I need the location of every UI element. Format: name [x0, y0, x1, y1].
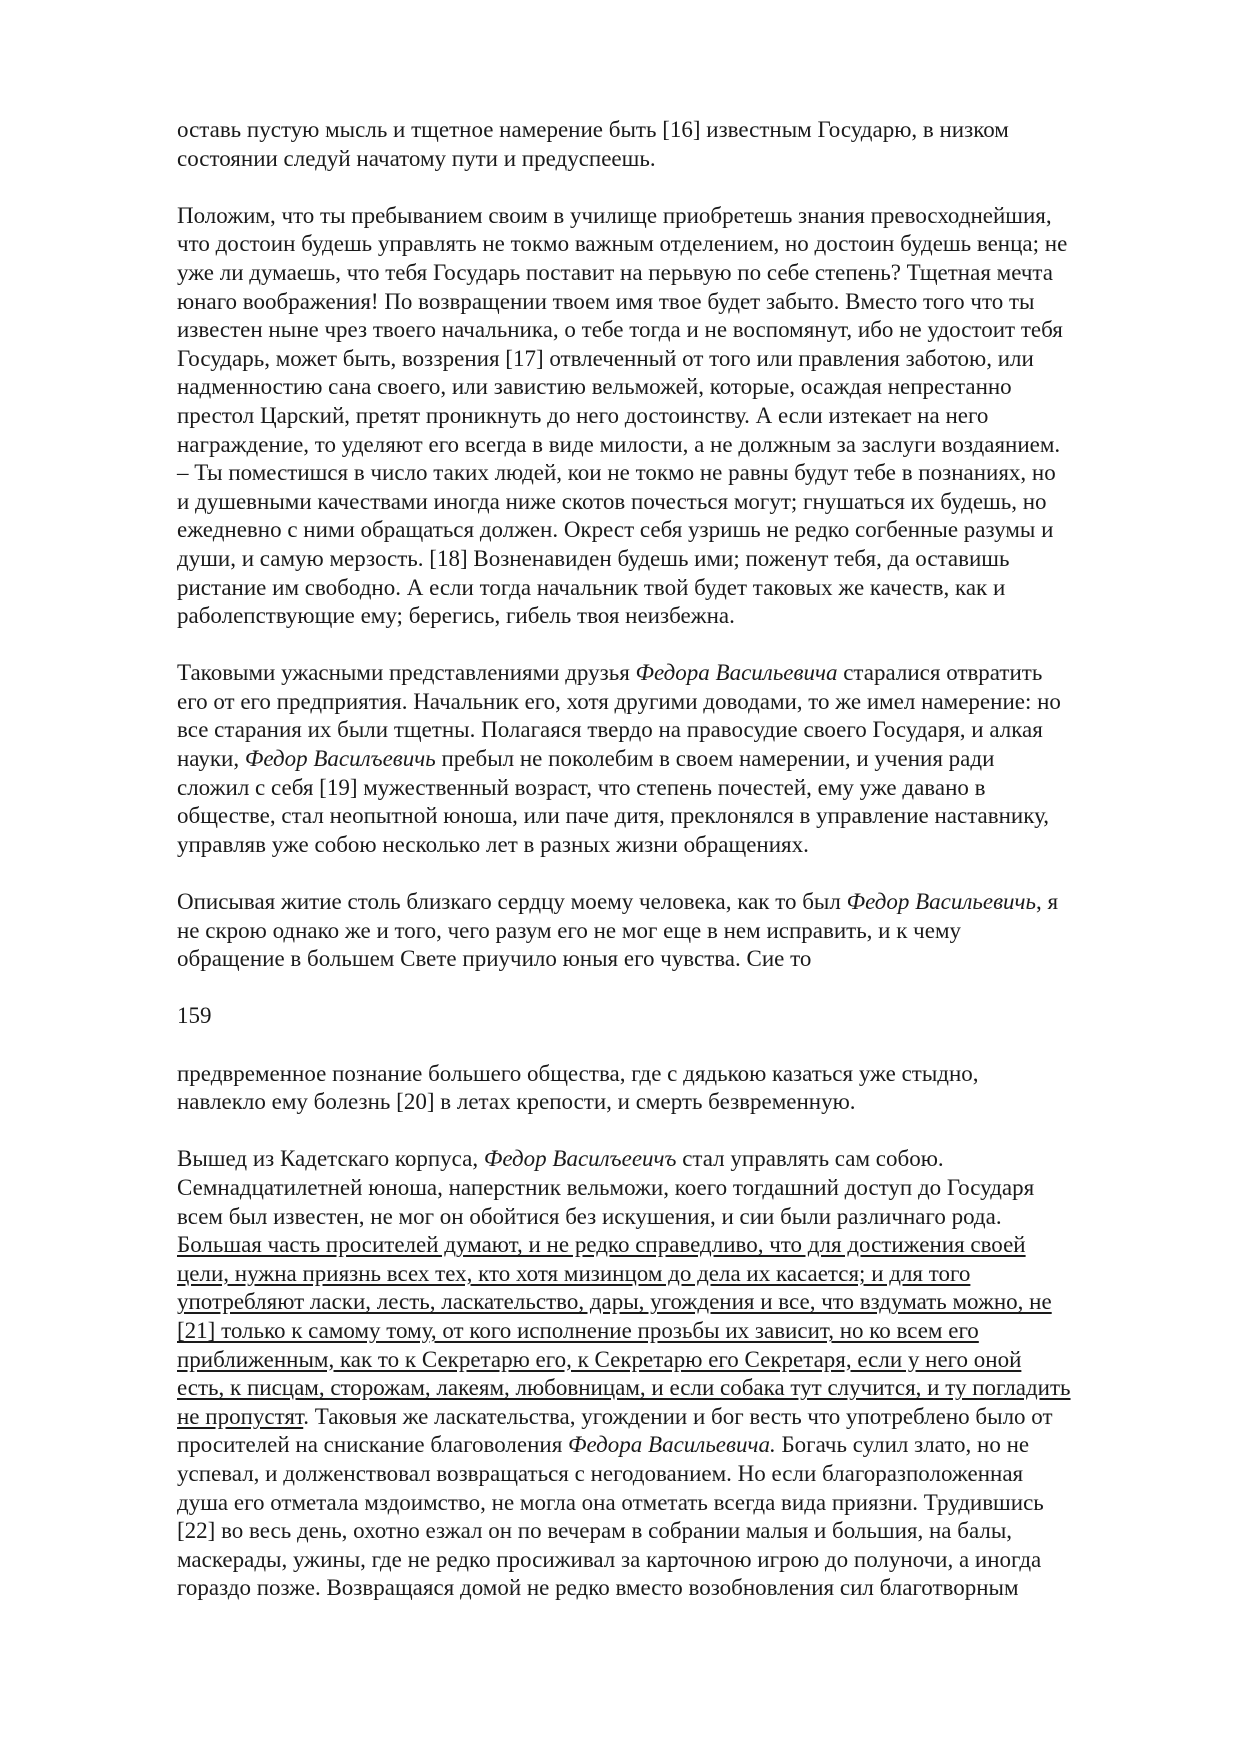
underlined-text: [21] только к самому тому, от кого исполнение прозьбы их зависит, но ко всем его	[177, 1317, 979, 1343]
text-line	[177, 1231, 1157, 1260]
text-line	[177, 745, 1157, 774]
text-line	[177, 602, 1157, 631]
text-run: Положим, что ты пребыванием своим в училище приобретешь знания превосходнейшия,	[177, 202, 1052, 228]
page-number: 159	[177, 1003, 212, 1029]
underlined-text: есть, к писцам, сторожам, лакеям, любовницам, и если собака тут случится, и ту погладить	[177, 1375, 1071, 1401]
text-run: пребыл не поколебим в своем намерении, и учения ради	[435, 746, 995, 772]
text-line	[177, 202, 1157, 231]
text-line	[177, 1088, 1157, 1117]
text-run: стал управлять сам собою.	[676, 1146, 944, 1172]
text-run: награждение, то уделяют его всегда в виде милости, а не должным за заслуги воздаянием.	[177, 431, 1061, 457]
text-run: известен ныне чрез твоего начальника, о тебе тогда и не воспомянут, ибо не удостоит тебя	[177, 317, 1063, 343]
text-run: ристание им свободно. А если тогда начальник твой будет таковых же качеств, как и	[177, 574, 1006, 600]
document-page	[177, 116, 1157, 1631]
underlined-text: употребляют ласки, лесть, ласкательство, дары, угождения и все, что вздумать можно, не	[177, 1289, 1052, 1315]
text-line	[177, 1317, 1157, 1346]
text-run: , я	[1036, 889, 1059, 915]
italic-name: Федор Васильевичь	[846, 889, 1036, 915]
text-run: уже ли думаешь, что тебя Государь поставит на перьвую по себе степень? Тщетная мечта	[177, 259, 1053, 285]
text-line	[177, 1574, 1157, 1603]
text-run: Государь, может быть, воззрения [17] отвлеченный от того или правления заботою, или	[177, 345, 1034, 371]
text-run: надменностию сана своего, или завистию вельможей, которые, осаждая непрестанно	[177, 374, 1012, 400]
text-run: не скрою однако же и того, чего разум его не мог еще в нем исправить, и к чему	[177, 917, 961, 943]
text-line	[177, 1145, 1157, 1174]
text-run: просителей на снискание благоволения	[177, 1432, 569, 1458]
underlined-text: не пропустят	[177, 1403, 304, 1429]
text-line	[177, 230, 1157, 259]
text-line	[177, 145, 1157, 174]
text-run: всем был известен, не мог он обойтися без искушения, и сии были различнаго рода.	[177, 1203, 1002, 1229]
text-run: сложил с себя [19] мужественный возраст, что степень почестей, ему уже давано в	[177, 774, 986, 800]
text-line	[177, 1060, 1157, 1089]
text-line	[177, 1203, 1157, 1232]
italic-name: Федора Васильевича.	[568, 1432, 776, 1458]
text-run: и душевными качествами иногда ниже скотов почесться могут; гнушаться их будешь, но	[177, 488, 1047, 514]
text-line	[177, 688, 1157, 717]
paragraph	[177, 116, 1157, 173]
text-run: гораздо позже. Возвращаяся домой не редко вместо возобновления сил благотворным	[177, 1575, 1019, 1601]
text-line	[177, 316, 1157, 345]
text-run: управляв уже собою несколько лет в разных жизни обращениях.	[177, 831, 809, 857]
text-line	[177, 1489, 1157, 1518]
text-line	[177, 545, 1157, 574]
text-run: обращение в большем Свете приучило юныя его чувства. Сие то	[177, 946, 812, 972]
text-line	[177, 259, 1157, 288]
text-line	[177, 373, 1157, 402]
text-line	[177, 917, 1157, 946]
text-line	[177, 716, 1157, 745]
text-run: – Ты поместишся в число таких людей, кои не токмо не равны будут тебе в познаниях, но	[177, 460, 1056, 486]
text-line	[177, 1431, 1157, 1460]
text-run: . Таковыя же ласкательства, угождении и бог весть что употреблено было от	[303, 1403, 1053, 1429]
text-run: успевал, и долженствовал возвращаться с негодованием. Но если благоразположенная	[177, 1460, 1024, 1486]
text-line	[177, 431, 1157, 460]
text-line	[177, 831, 1157, 860]
text-run: Таковыми ужасными представлениями друзья	[177, 660, 636, 686]
text-line	[177, 459, 1157, 488]
paragraph	[177, 888, 1157, 974]
text-run: его от его предприятия. Начальник его, хотя другими доводами, то же имел намерение: но	[177, 688, 1061, 714]
text-run: навлекло ему болезнь [20] в летах крепости, и смерть безвременную.	[177, 1089, 856, 1115]
text-run: престол Царский, претят проникнуть до него достоинству. А если изтекает на него	[177, 402, 989, 428]
text-run: все старания их были тщетны. Полагаяся твердо на правосудие своего Государя, и алкая	[177, 717, 1043, 743]
text-line	[177, 945, 1157, 974]
text-line	[177, 1346, 1157, 1375]
text-line	[177, 802, 1157, 831]
text-run: душа его отметала мздоимство, не могла она отметать всегда вида приязни. Трудившись	[177, 1489, 1044, 1515]
text-run: обществе, стал неопытной юноша, или паче дитя, преклонялся в управление наставнику,	[177, 803, 1050, 829]
paragraph	[177, 1145, 1157, 1603]
text-run: юнаго воображения! По возвращении твоем имя твое будет забыто. Вместо того что ты	[177, 288, 1035, 314]
italic-name: Федора Васильевича	[635, 660, 838, 686]
text-run: Семнадцатилетней юноша, наперстник вельможи, коего тогдашний доступ до Государя	[177, 1174, 1035, 1200]
text-line	[177, 659, 1157, 688]
text-line	[177, 488, 1157, 517]
paragraph	[177, 202, 1157, 631]
text-line	[177, 402, 1157, 431]
text-run: что достоин будешь управлять не токмо важным отделением, но достоин будешь венца; не	[177, 231, 1068, 257]
italic-name: Федор Василъееичъ	[483, 1146, 677, 1172]
text-line	[177, 574, 1157, 603]
text-run: оставь пустую мысль и тщетное намерение быть [16] известным Государю, в низком	[177, 117, 1009, 142]
underlined-text: цели, нужна приязнь всех тех, кто хотя мизинцом до дела их касается; и для того	[177, 1260, 971, 1286]
text-line	[177, 1374, 1157, 1403]
text-run: маскерады, ужины, где не редко просиживал за карточною игрою до полуночи, а иногда	[177, 1546, 1042, 1572]
text-run: состоянии следуй начатому пути и предуспеешь.	[177, 145, 656, 171]
paragraph	[177, 659, 1157, 859]
text-line	[177, 1403, 1157, 1432]
text-line	[177, 1260, 1157, 1289]
text-line	[177, 1517, 1157, 1546]
text-run: предвременное познание большего общества, где с дядькою казаться уже стыдно,	[177, 1060, 979, 1086]
text-line	[177, 774, 1157, 803]
underlined-text: приближенным, как то к Секретарю его, к Секретарю его Секретаря, если у него оной	[177, 1346, 1022, 1372]
text-run: раболепствующие ему; берегись, гибель твоя неизбежна.	[177, 603, 735, 629]
text-line	[177, 288, 1157, 317]
italic-name: Федор Василъевичь	[244, 746, 436, 772]
text-line	[177, 516, 1157, 545]
text-run: старалися отвратить	[837, 660, 1043, 686]
text-line	[177, 116, 1157, 145]
text-run: [22] во весь день, охотно езжал он по вечерам в собрании малыя и большия, на балы,	[177, 1518, 1013, 1544]
text-line	[177, 888, 1157, 917]
text-line	[177, 345, 1157, 374]
text-run: Вышед из Кадетскаго корпуса,	[177, 1146, 484, 1172]
text-run: Богачь сулил злато, но не	[775, 1432, 1030, 1458]
text-line	[177, 1174, 1157, 1203]
text-line	[177, 1460, 1157, 1489]
text-run: науки,	[177, 746, 245, 772]
paragraph	[177, 1060, 1157, 1117]
text-line	[177, 1288, 1157, 1317]
text-run: Описывая житие столь близкаго сердцу моему человека, как то был	[177, 889, 847, 915]
text-line	[177, 1546, 1157, 1575]
underlined-text: Большая часть просителей думают, и не редко справедливо, что для достижения своей	[177, 1232, 1026, 1258]
text-run: ежедневно с ними обращаться должен. Окрест себя узришь не редко согбенные разумы и	[177, 517, 1054, 543]
text-run: души, и самую мерзость. [18] Возненавиден будешь ими; поженут тебя, да оставишь	[177, 545, 1010, 571]
